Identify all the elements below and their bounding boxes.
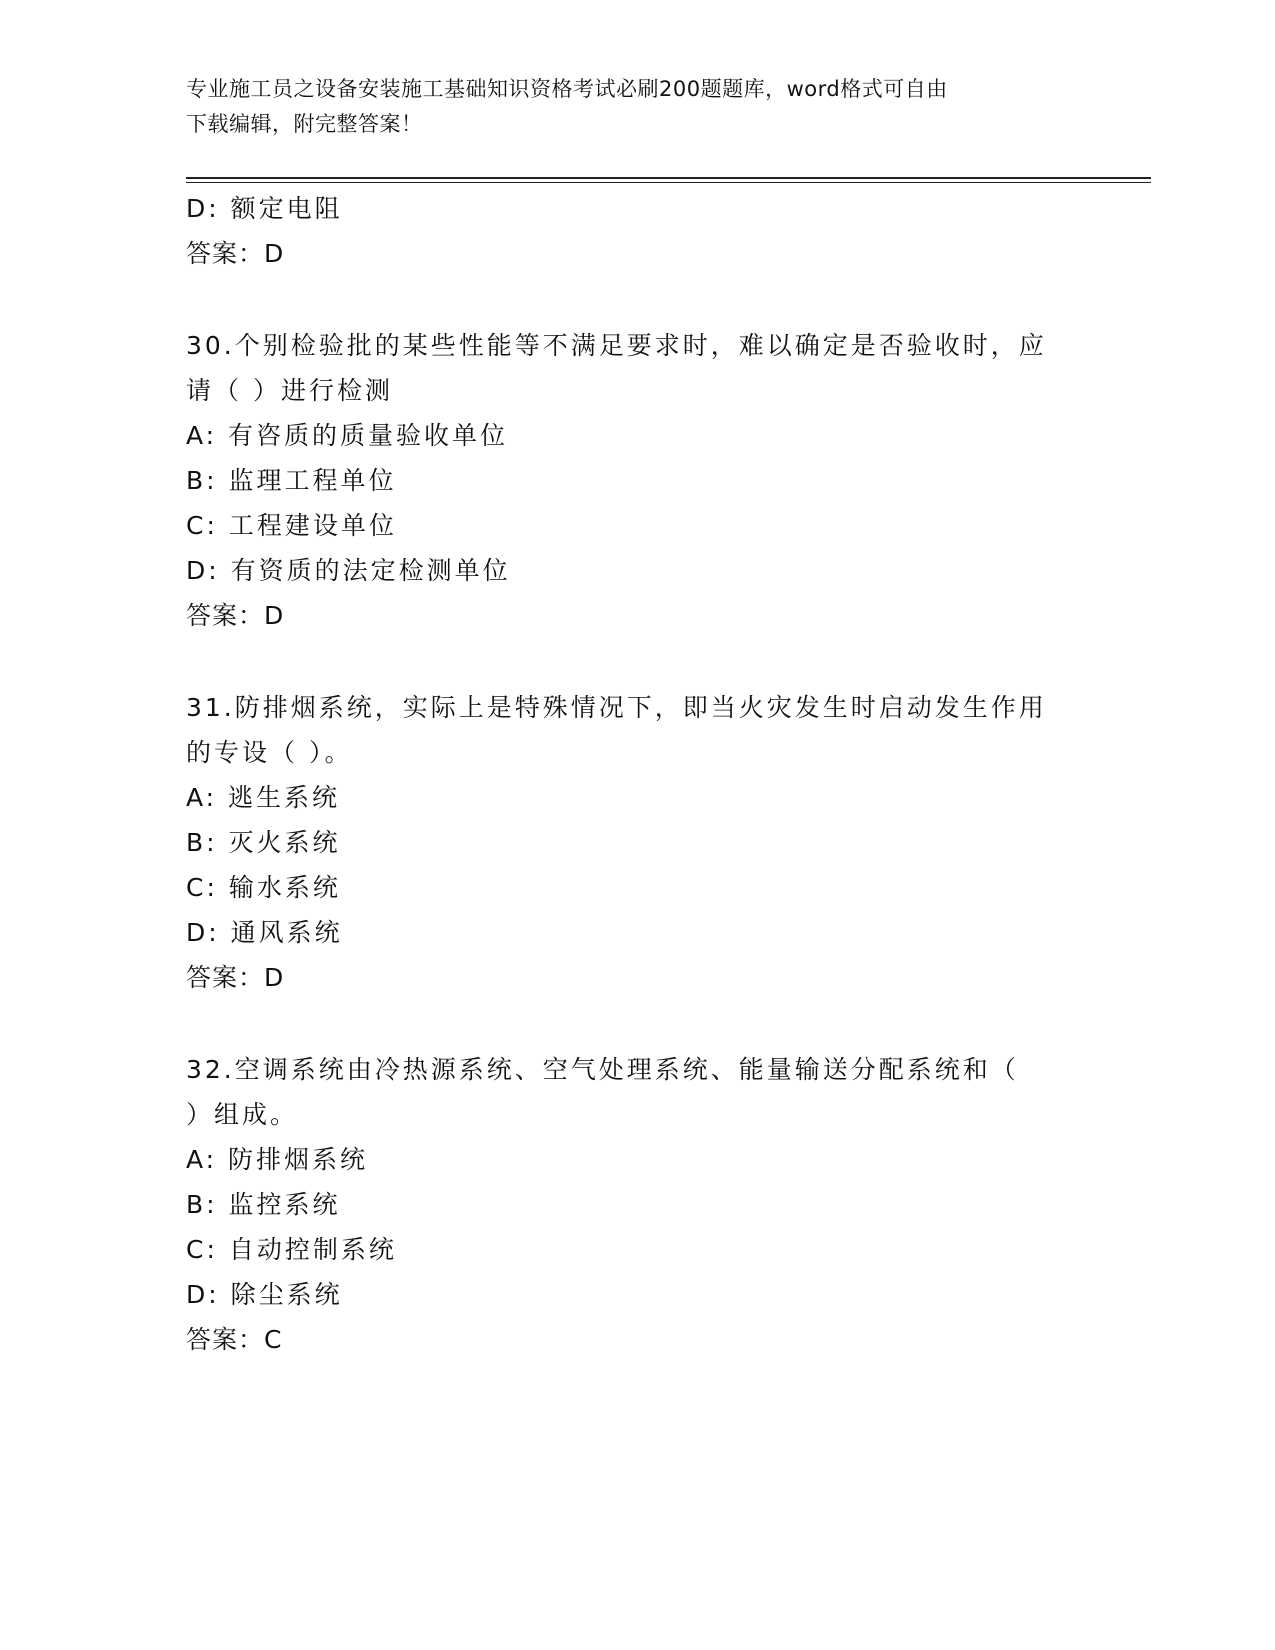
option-a: A: 防排烟系统 — [186, 1145, 369, 1174]
carryover-option-d: D: 额定电阻 — [186, 194, 343, 223]
option-b: B: 灭火系统 — [186, 828, 341, 857]
header-divider-thin — [186, 182, 1151, 183]
option-c: C: 输水系统 — [186, 873, 341, 902]
question-30 — [186, 323, 1086, 638]
option-c: C: 工程建设单位 — [186, 511, 397, 540]
header-title-line-1: 专业施工员之设备安装施工基础知识资格考试必刷200题题库，word格式可自由 — [186, 77, 948, 101]
option-b: B: 监理工程单位 — [186, 466, 397, 495]
option-b: B: 监控系统 — [186, 1190, 341, 1219]
option-c: C: 自动控制系统 — [186, 1235, 397, 1264]
question-list — [186, 186, 1086, 1362]
question-stem-line-1: 32.空调系统由冷热源系统、空气处理系统、能量输送分配系统和（ — [186, 1055, 1019, 1084]
answer-label: 答案：D — [186, 601, 285, 630]
header-title-line-2: 下载编辑，附完整答案！ — [186, 112, 423, 136]
option-a: A: 逃生系统 — [186, 783, 341, 812]
question-32 — [186, 1047, 1086, 1362]
question-stem-line-1: 30.个别检验批的某些性能等不满足要求时，难以确定是否验收时，应 — [186, 331, 1047, 360]
answer-label: 答案：D — [186, 963, 285, 992]
question-stem-line-2: ）组成。 — [186, 1100, 299, 1129]
question-31 — [186, 685, 1086, 1000]
answer-label: 答案：C — [186, 1325, 283, 1354]
option-d: D: 有资质的法定检测单位 — [186, 556, 511, 585]
carryover-answer: 答案：D — [186, 239, 285, 268]
question-stem-line-2: 的专设（ ）。 — [186, 738, 353, 767]
document-header — [186, 72, 1066, 142]
question-stem-line-1: 31.防排烟系统，实际上是特殊情况下，即当火灾发生时启动发生作用 — [186, 693, 1047, 722]
question-stem-line-2: 请（ ）进行检测 — [186, 376, 393, 405]
option-d: D: 除尘系统 — [186, 1280, 343, 1309]
option-d: D: 通风系统 — [186, 918, 343, 947]
header-divider-thick — [186, 177, 1151, 179]
option-a: A: 有咨质的质量验收单位 — [186, 421, 509, 450]
